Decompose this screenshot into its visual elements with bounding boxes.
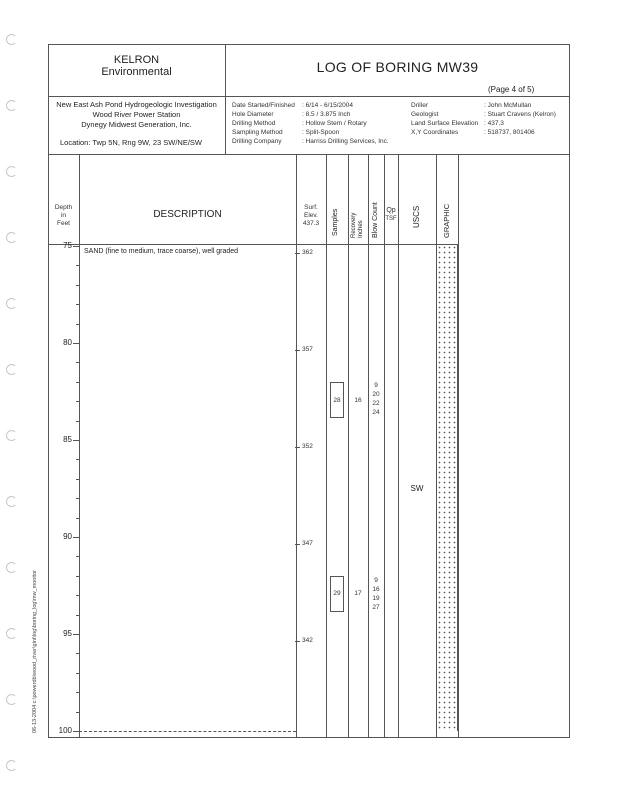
depth-tick: [76, 324, 79, 325]
elevation-label: 352: [302, 443, 313, 450]
depth-label: 80: [63, 338, 72, 347]
info-value: : 518737, 801406: [484, 129, 535, 136]
elevation-tick: [295, 544, 300, 545]
binder-hole: [6, 562, 17, 573]
depth-label: 100: [58, 726, 72, 735]
depth-header: Feet: [56, 220, 70, 227]
samples-column-divider: [348, 154, 349, 738]
qp-column-divider: [398, 154, 399, 738]
depth-tick: [76, 265, 79, 266]
info-label: Date Started/Finished: [232, 102, 295, 109]
samples-header: Samples: [332, 208, 339, 236]
info-label: Driller: [411, 102, 428, 109]
depth-tick: [73, 440, 79, 441]
depth-tick: [76, 479, 79, 480]
elev-header: Elev.: [304, 212, 318, 219]
binder-hole: [6, 694, 17, 705]
depth-tick: [76, 382, 79, 383]
bottom-dashed-line: [79, 731, 296, 732]
depth-tick: [76, 595, 79, 596]
company-name: KELRON: [113, 54, 160, 66]
info-label: Sampling Method: [232, 129, 283, 136]
depth-label: 85: [63, 435, 72, 444]
blow-count: 22: [372, 400, 380, 407]
blow-column-divider: [384, 154, 385, 738]
qp-header: Qp: [386, 207, 396, 214]
binder-hole: [6, 364, 17, 375]
depth-tick: [76, 615, 79, 616]
layer-boundary: [80, 244, 296, 245]
elevation-tick: [295, 253, 300, 254]
elevation-tick: [295, 447, 300, 448]
info-value: : 8.5 / 3.875 Inch: [302, 111, 351, 118]
depth-tick: [76, 518, 79, 519]
info-value: : 6/14 - 6/15/2004: [302, 102, 353, 109]
depth-tick: [76, 692, 79, 693]
graphic-header: GRAPHIC: [442, 203, 451, 238]
recovery-header-unit: Inches: [358, 220, 364, 238]
info-value: : Hollow Stem / Rotary: [302, 120, 367, 127]
depth-tick: [73, 634, 79, 635]
file-path-margin: 06-13-2004 c:\powerdb\wood_river\gint\log\boring_log\mw_monitor: [32, 570, 38, 733]
depth-tick: [76, 712, 79, 713]
elevation-label: 347: [302, 540, 313, 547]
depth-tick: [76, 556, 79, 557]
depth-tick: [73, 537, 79, 538]
header-divider: [48, 96, 570, 97]
sample-id: 28: [333, 397, 341, 404]
elev-header: Surf.: [304, 204, 318, 211]
uscs-value: SW: [410, 484, 424, 493]
depth-column-divider: [79, 154, 80, 738]
elevation-tick: [295, 350, 300, 351]
depth-tick: [76, 459, 79, 460]
elevation-tick: [295, 641, 300, 642]
info-value: : Split-Spoon: [302, 129, 340, 136]
depth-tick: [73, 246, 79, 247]
depth-tick: [73, 343, 79, 344]
description-header: DESCRIPTION: [153, 209, 222, 220]
depth-tick: [76, 401, 79, 402]
project-name: New East Ash Pond Hydrogeologic Investigation: [56, 100, 217, 109]
depth-header: Depth: [54, 204, 73, 211]
info-label: Geologist: [411, 111, 439, 118]
depth-tick: [76, 498, 79, 499]
binder-hole: [6, 34, 17, 45]
info-label: Land Surface Elevation: [411, 120, 479, 127]
depth-tick: [76, 673, 79, 674]
uscs-header: USCS: [412, 205, 421, 228]
company-subtitle: Environmental: [101, 66, 172, 78]
info-value: : Stuart Cravens (Kelron): [484, 111, 556, 118]
binder-hole: [6, 496, 17, 507]
qp-header-unit: TSF: [385, 216, 397, 222]
info-label: Drilling Company: [232, 138, 282, 145]
binder-hole: [6, 100, 17, 111]
recovery-header: Recovery: [351, 212, 357, 238]
binder-hole: [6, 298, 17, 309]
page-title: LOG OF BORING MW39: [316, 59, 479, 75]
blow-count: 16: [372, 586, 380, 593]
graphic-column-divider: [458, 154, 459, 738]
depth-tick: [76, 304, 79, 305]
project-site: Wood River Power Station: [92, 110, 181, 119]
blow-count: 19: [372, 595, 380, 602]
blow-count: 20: [372, 391, 380, 398]
info-value: : Harriss Drilling Services, Inc.: [302, 138, 389, 145]
depth-label: 75: [63, 241, 72, 250]
binder-hole: [6, 760, 17, 771]
info-label: X,Y Coordinates: [411, 129, 459, 136]
info-divider: [48, 154, 570, 155]
sand-graphic-pattern: [436, 245, 458, 731]
elevation-label: 357: [302, 346, 313, 353]
boring-log-frame: [48, 44, 570, 738]
info-label: Drilling Method: [232, 120, 276, 127]
info-label: Hole Diameter: [232, 111, 274, 118]
depth-tick: [73, 731, 79, 732]
elevation-label: 362: [302, 249, 313, 256]
description-column-divider: [296, 154, 297, 738]
project-client: Dynegy Midwest Generation, Inc.: [81, 120, 192, 129]
depth-tick: [76, 576, 79, 577]
binder-hole: [6, 430, 17, 441]
blow-count-header: Blow Count: [372, 202, 379, 238]
blow-count: 9: [374, 382, 378, 389]
depth-tick: [76, 421, 79, 422]
depth-tick: [76, 285, 79, 286]
elev-header: 437.3: [302, 220, 320, 227]
blow-count: 27: [372, 604, 380, 611]
soil-description: SAND (fine to medium, trace coarse), well graded: [84, 248, 239, 255]
binder-hole: [6, 166, 17, 177]
depth-label: 95: [63, 629, 72, 638]
binder-hole: [6, 628, 17, 639]
depth-tick: [76, 653, 79, 654]
sample-recovery: 16: [354, 397, 362, 404]
depth-header: in: [60, 212, 67, 219]
depth-label: 90: [63, 532, 72, 541]
sample-recovery: 17: [354, 590, 362, 597]
depth-tick: [76, 362, 79, 363]
elev-column-divider: [326, 154, 327, 738]
recovery-column-divider: [368, 154, 369, 738]
info-value: : 437.3: [484, 120, 504, 127]
elevation-label: 342: [302, 637, 313, 644]
binder-hole: [6, 232, 17, 243]
page-number: (Page 4 of 5): [488, 85, 535, 94]
project-location: Location: Twp 5N, Rng 9W, 23 SW/NE/SW: [60, 138, 203, 147]
blow-count: 9: [374, 577, 378, 584]
sample-id: 29: [333, 590, 341, 597]
blow-count: 24: [372, 409, 380, 416]
info-value: : John McMullan: [484, 102, 532, 109]
